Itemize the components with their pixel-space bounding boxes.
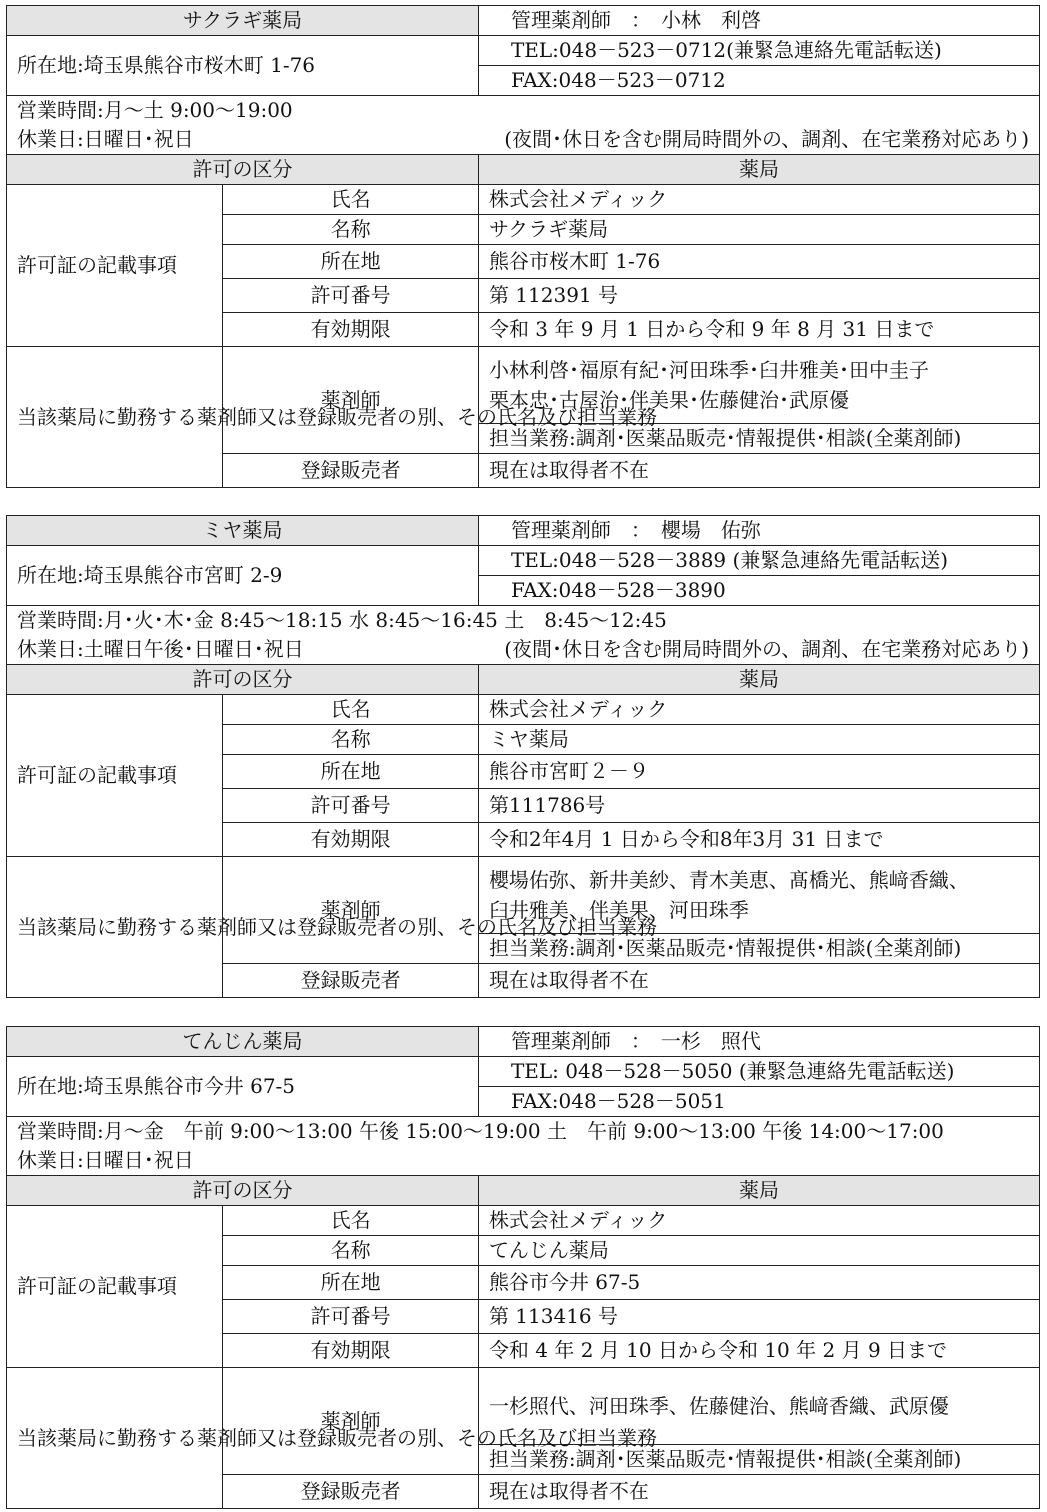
pharmacy-block (6, 515, 1040, 998)
license-item-label: 所在地 (223, 1266, 479, 1300)
license-item-value: 株式会社メディック (478, 1206, 1039, 1236)
license-item-label: 有効期限 (223, 313, 479, 347)
pharmacy-name: ミヤ薬局 (7, 516, 479, 546)
license-item-value: 第111786号 (478, 789, 1039, 823)
staff-label: 当該薬局に勤務する薬剤師又は登録販売者の別、その氏名及び担当業務 (7, 1368, 223, 1509)
fax: FAX:048－528－5051 (478, 1087, 1039, 1117)
license-item-label: 許可番号 (223, 789, 479, 823)
pharmacist-names-line: 一杉照代、河田珠季、佐藤健治、熊﨑香織、武原優 (488, 1394, 949, 1418)
tel: TEL:048－528－3889 (兼緊急連絡先電話転送) (478, 546, 1039, 576)
permit-category-value: 薬局 (478, 1176, 1039, 1206)
license-item-label: 有効期限 (223, 1334, 479, 1368)
permit-category-value: 薬局 (478, 665, 1039, 695)
fax: FAX:048－528－3890 (478, 576, 1039, 606)
manager-pharmacist: 管理薬剤師 ： 一杉 照代 (478, 1027, 1039, 1057)
license-item-label: 許可番号 (223, 1300, 479, 1334)
pharmacy-name: てんじん薬局 (7, 1027, 479, 1057)
duties: 担当業務:調剤･医薬品販売･情報提供･相談(全薬剤師) (478, 1445, 1039, 1475)
fax: FAX:048－523－0712 (478, 66, 1039, 96)
address: 所在地:埼玉県熊谷市桜木町 1-76 (7, 36, 479, 96)
pharmacy-block (6, 1026, 1040, 1509)
hours-cell (7, 96, 1040, 155)
pharmacy-block (6, 5, 1040, 488)
license-label: 許可証の記載事項 (7, 1206, 223, 1368)
registered-seller-value: 現在は取得者不在 (478, 454, 1039, 488)
pharmacist-names (478, 857, 1039, 934)
pharmacy-table (6, 515, 1040, 998)
license-item-value: 第 112391 号 (478, 279, 1039, 313)
registered-seller-label: 登録販売者 (223, 454, 479, 488)
license-item-value: 株式会社メディック (478, 185, 1039, 215)
duties: 担当業務:調剤･医薬品販売･情報提供･相談(全薬剤師) (478, 934, 1039, 964)
license-item-value: 株式会社メディック (478, 695, 1039, 725)
license-item-value: てんじん薬局 (478, 1236, 1039, 1266)
registered-seller-label: 登録販売者 (223, 1475, 479, 1509)
registered-seller-value: 現在は取得者不在 (478, 964, 1039, 998)
permit-category-value: 薬局 (478, 155, 1039, 185)
license-item-label: 名称 (223, 215, 479, 245)
license-item-value: 令和2年4月 1 日から令和8年3月 31 日まで (478, 823, 1039, 857)
hours-cell (7, 1117, 1040, 1176)
license-item-value: 第 113416 号 (478, 1300, 1039, 1334)
license-label: 許可証の記載事項 (7, 185, 223, 347)
business-hours: 営業時間:月～金 午前 9:00～13:00 午後 15:00～19:00 土 午前 9:00～13:00 午後 14:00～17:00 (17, 1119, 944, 1143)
holidays: 休業日:日曜日･祝日 (17, 127, 194, 151)
staff-label: 当該薬局に勤務する薬剤師又は登録販売者の別、その氏名及び担当業務 (7, 347, 223, 488)
license-item-label: 氏名 (223, 185, 479, 215)
license-item-label: 名称 (223, 1236, 479, 1266)
pharmacist-names (478, 347, 1039, 424)
staff-label: 当該薬局に勤務する薬剤師又は登録販売者の別、その氏名及び担当業務 (7, 857, 223, 998)
license-item-label: 名称 (223, 725, 479, 755)
permit-category-label: 許可の区分 (7, 1176, 479, 1206)
hours-cell (7, 606, 1040, 665)
license-item-label: 許可番号 (223, 279, 479, 313)
license-item-label: 有効期限 (223, 823, 479, 857)
registered-seller-value: 現在は取得者不在 (478, 1475, 1039, 1509)
license-item-value: サクラギ薬局 (478, 215, 1039, 245)
pharmacy-name: サクラギ薬局 (7, 6, 479, 36)
tel: TEL:048－523－0712(兼緊急連絡先電話転送) (478, 36, 1039, 66)
pharmacist-label: 薬剤師 (223, 347, 479, 454)
license-item-value: 熊谷市宮町２－９ (478, 755, 1039, 789)
pharmacist-names-line: 栗本忠･古屋治･伴美果･佐藤健治･武原優 (488, 388, 849, 412)
duties: 担当業務:調剤･医薬品販売･情報提供･相談(全薬剤師) (478, 424, 1039, 454)
registered-seller-label: 登録販売者 (223, 964, 479, 998)
license-item-value: 令和 3 年 9 月 1 日から令和 9 年 8 月 31 日まで (478, 313, 1039, 347)
manager-pharmacist: 管理薬剤師 ： 櫻場 佑弥 (478, 516, 1039, 546)
pharmacist-label: 薬剤師 (223, 1368, 479, 1475)
license-label: 許可証の記載事項 (7, 695, 223, 857)
pharmacy-table (6, 1026, 1040, 1509)
license-item-value: ミヤ薬局 (478, 725, 1039, 755)
holidays: 休業日:土曜日午後･日曜日･祝日 (17, 637, 304, 661)
address: 所在地:埼玉県熊谷市宮町 2-9 (7, 546, 479, 606)
pharmacist-names-line: 櫻場佑弥、新井美紗、青木美恵、髙橋光、熊﨑香織、 (488, 868, 969, 892)
pharmacist-label: 薬剤師 (223, 857, 479, 964)
after-hours-note: (夜間･休日を含む開局時間外の、調剤、在宅業務対応あり) (504, 637, 1029, 661)
tel: TEL: 048－528－5050 (兼緊急連絡先電話転送) (478, 1057, 1039, 1087)
license-item-label: 氏名 (223, 695, 479, 725)
after-hours-note: (夜間･休日を含む開局時間外の、調剤、在宅業務対応あり) (504, 127, 1029, 151)
permit-category-label: 許可の区分 (7, 665, 479, 695)
permit-category-label: 許可の区分 (7, 155, 479, 185)
license-item-value: 令和 4 年 2 月 10 日から令和 10 年 2 月 9 日まで (478, 1334, 1039, 1368)
license-item-label: 氏名 (223, 1206, 479, 1236)
license-item-label: 所在地 (223, 755, 479, 789)
address: 所在地:埼玉県熊谷市今井 67-5 (7, 1057, 479, 1117)
license-item-label: 所在地 (223, 245, 479, 279)
pharmacist-names-line: 臼井雅美、伴美果、河田珠季 (488, 898, 749, 922)
manager-pharmacist: 管理薬剤師 ： 小林 利啓 (478, 6, 1039, 36)
business-hours: 営業時間:月～土 9:00～19:00 (17, 98, 293, 122)
holidays: 休業日:日曜日･祝日 (17, 1148, 194, 1172)
license-item-value: 熊谷市桜木町 1-76 (478, 245, 1039, 279)
business-hours: 営業時間:月･火･木･金 8:45～18:15 水 8:45～16:45 土 8:45～12:45 (17, 608, 667, 632)
pharmacy-table (6, 5, 1040, 488)
license-item-value: 熊谷市今井 67-5 (478, 1266, 1039, 1300)
pharmacist-names-line: 小林利啓･福原有紀･河田珠季･臼井雅美･田中圭子 (488, 358, 929, 382)
